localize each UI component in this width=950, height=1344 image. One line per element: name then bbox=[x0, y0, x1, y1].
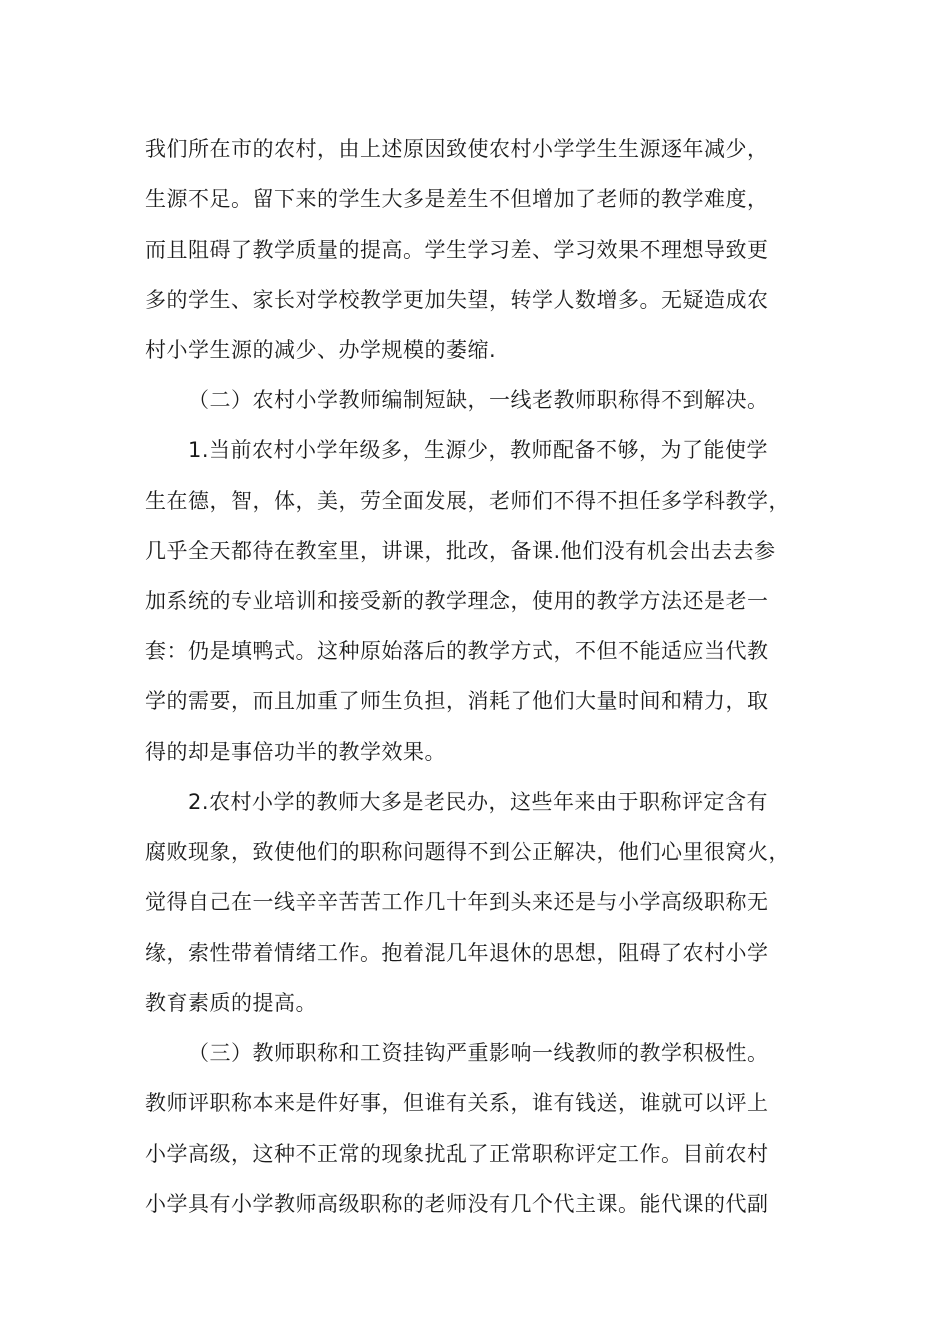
text-line: 教育素质的提高。 bbox=[145, 991, 317, 1015]
text-line: 套：仍是填鸭式。这种原始落后的教学方式，不但不能适应当代教 bbox=[145, 639, 769, 663]
text-line: 1.当前农村小学年级多，生源少，教师配备不够，为了能使学 bbox=[188, 438, 769, 462]
text-line: 觉得自己在一线辛辛苦苦工作几十年到头来还是与小学高级职称无 bbox=[145, 890, 769, 914]
section-heading: （二）农村小学教师编制短缺，一线老教师职称得不到解决。 bbox=[188, 388, 769, 412]
text-line: 几乎全天都待在教室里，讲课，批改，备课.他们没有机会出去去参 bbox=[145, 539, 776, 563]
section-heading: （三）教师职称和工资挂钩严重影响一线教师的教学积极性。 bbox=[188, 1041, 769, 1065]
text-line: 加系统的专业培训和接受新的教学理念，使用的教学方法还是老一 bbox=[145, 589, 769, 613]
text-line: 小学高级，这种不正常的现象扰乱了正常职称评定工作。目前农村 bbox=[145, 1142, 769, 1166]
text-line: 教师评职称本来是件好事，但谁有关系，谁有钱送，谁就可以评上 bbox=[145, 1091, 769, 1115]
text-line: 腐败现象，致使他们的职称问题得不到公正解决，他们心里很窝火， bbox=[145, 840, 790, 864]
text-line: 得的却是事倍功半的教学效果。 bbox=[145, 740, 446, 764]
text-line: 生源不足。留下来的学生大多是差生不但增加了老师的教学难度， bbox=[145, 187, 769, 211]
text-line: 而且阻碍了教学质量的提高。学生学习差、学习效果不理想导致更 bbox=[145, 238, 769, 262]
text-line: 2.农村小学的教师大多是老民办，这些年来由于职称评定含有 bbox=[188, 790, 769, 814]
text-line: 多的学生、家长对学校教学更加失望，转学人数增多。无疑造成农 bbox=[145, 288, 769, 312]
text-line: 缘，索性带着情绪工作。抱着混几年退休的思想，阻碍了农村小学 bbox=[145, 941, 769, 965]
text-line: 村小学生源的减少、办学规模的萎缩. bbox=[145, 338, 497, 362]
text-line: 我们所在市的农村，由上述原因致使农村小学学生生源逐年减少， bbox=[145, 137, 769, 161]
text-line: 学的需要，而且加重了师生负担，消耗了他们大量时间和精力，取 bbox=[145, 689, 769, 713]
text-line: 小学具有小学教师高级职称的老师没有几个代主课。能代课的代副 bbox=[145, 1192, 769, 1216]
text-line: 生在德，智，体，美，劳全面发展，老师们不得不担任多学科教学， bbox=[145, 489, 790, 513]
